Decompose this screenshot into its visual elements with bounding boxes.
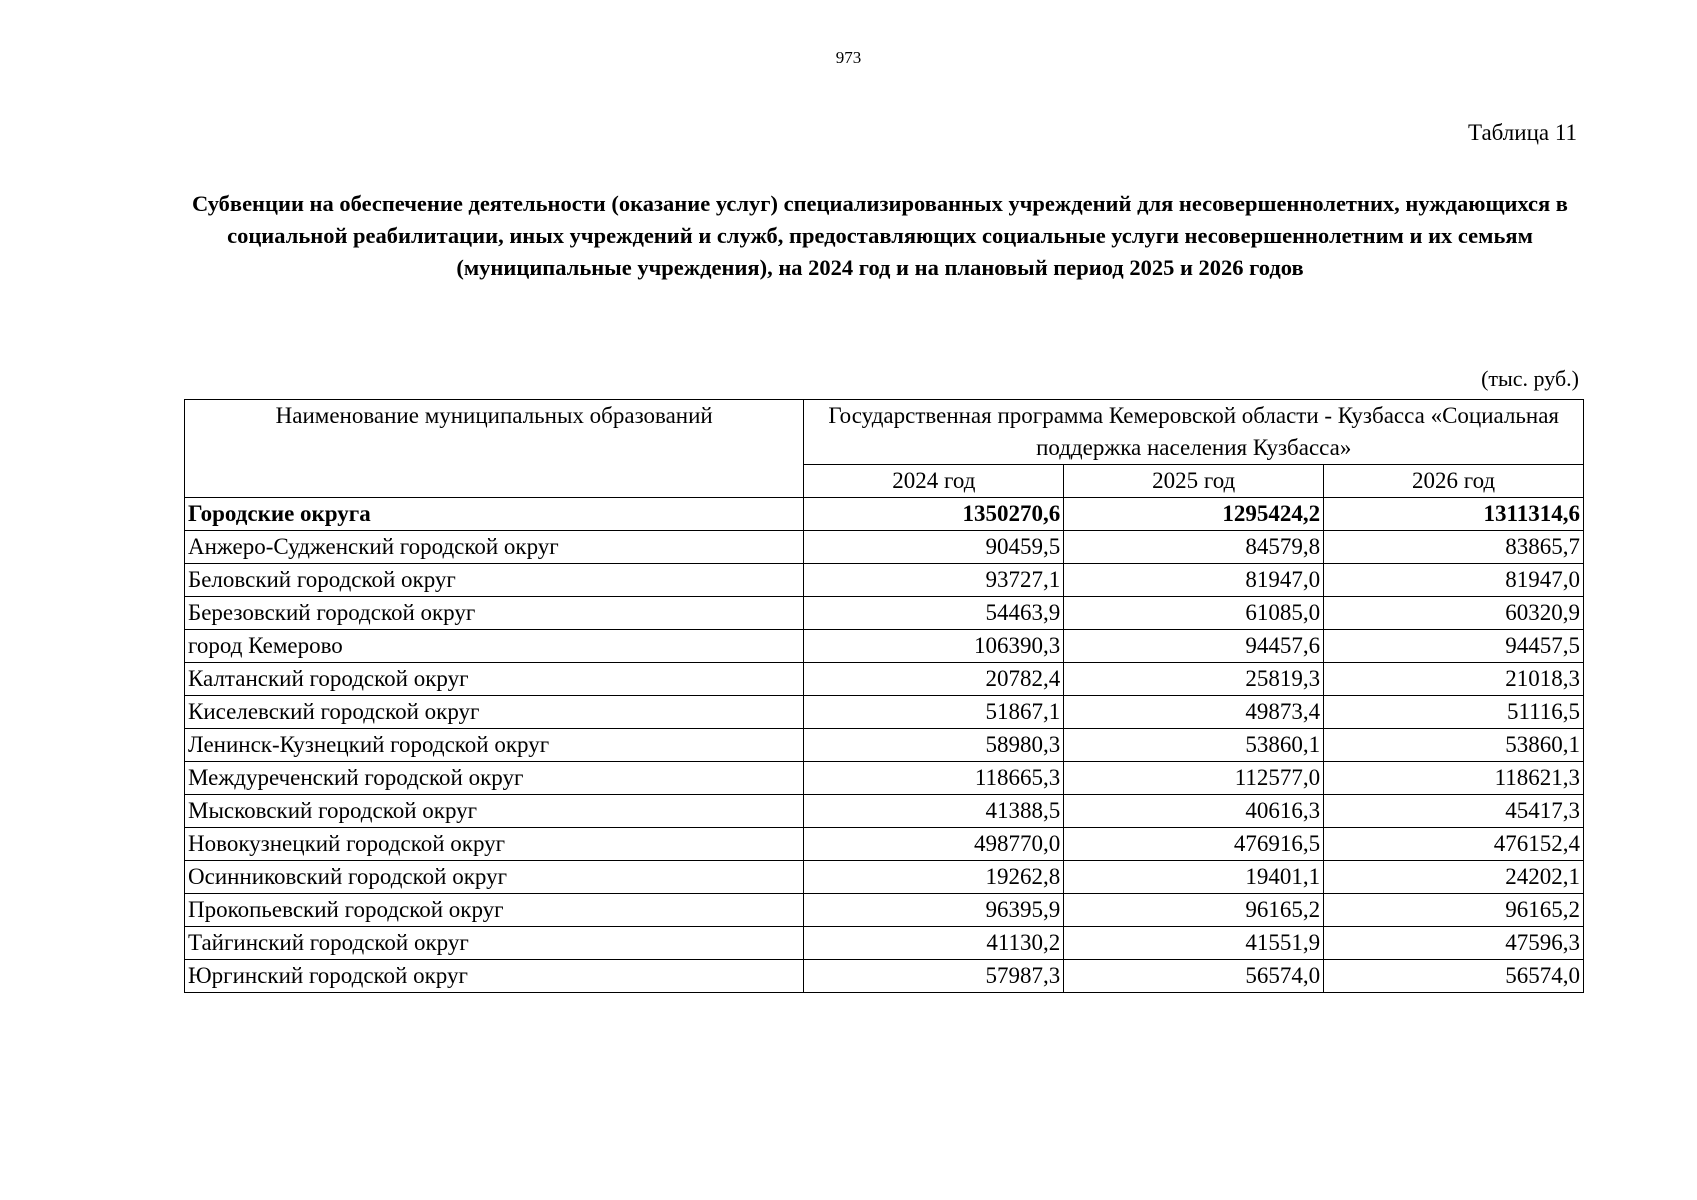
value-2024: 58980,3 [804,729,1064,762]
value-2026: 118621,3 [1324,762,1584,795]
municipality-name: Киселевский городской округ [185,696,804,729]
value-2025: 81947,0 [1064,564,1324,597]
table-header-row [185,400,1584,465]
subventions-table [184,399,1584,993]
table-row [185,894,1584,927]
table-label: Таблица 11 [1467,120,1577,145]
municipality-name: Ленинск-Кузнецкий городской округ [185,729,804,762]
value-2024: 106390,3 [804,630,1064,663]
value-2024: 19262,8 [804,861,1064,894]
table-row [185,696,1584,729]
value-2026: 45417,3 [1324,795,1584,828]
value-2025: 94457,6 [1064,630,1324,663]
value-2026: 24202,1 [1324,861,1584,894]
municipality-name: город Кемерово [185,630,804,663]
table-row [185,531,1584,564]
value-2026: 60320,9 [1324,597,1584,630]
units-label: (тыс. руб.) [1481,366,1579,391]
value-2026: 53860,1 [1324,729,1584,762]
table-row [185,729,1584,762]
value-2024: 57987,3 [804,960,1064,993]
value-2024: 118665,3 [804,762,1064,795]
value-2026: 96165,2 [1324,894,1584,927]
table-row [185,795,1584,828]
value-2025: 19401,1 [1064,861,1324,894]
municipality-name: Анжеро-Судженский городской округ [185,531,804,564]
municipality-name: Новокузнецкий городской округ [185,828,804,861]
municipality-name: Мысковский городской округ [185,795,804,828]
municipality-name: Юргинский городской округ [185,960,804,993]
total-row [185,498,1584,531]
table-row [185,597,1584,630]
value-2025: 476916,5 [1064,828,1324,861]
municipality-name: Березовский городской округ [185,597,804,630]
value-2026: 47596,3 [1324,927,1584,960]
municipality-column-header: Наименование муниципальных образований [185,400,804,498]
table-row [185,762,1584,795]
value-2026: 21018,3 [1324,663,1584,696]
value-2025: 56574,0 [1064,960,1324,993]
table-row [185,960,1584,993]
value-2025: 41551,9 [1064,927,1324,960]
municipality-name: Прокопьевский городской округ [185,894,804,927]
value-2025: 96165,2 [1064,894,1324,927]
value-2025: 49873,4 [1064,696,1324,729]
value-2024: 96395,9 [804,894,1064,927]
value-2025: 84579,8 [1064,531,1324,564]
value-2025: 61085,0 [1064,597,1324,630]
total-2026: 1311314,6 [1324,498,1584,531]
value-2026: 94457,5 [1324,630,1584,663]
value-2024: 41130,2 [804,927,1064,960]
table-row [185,630,1584,663]
value-2024: 41388,5 [804,795,1064,828]
value-2025: 25819,3 [1064,663,1324,696]
year-2026-header: 2026 год [1324,465,1584,498]
total-2025: 1295424,2 [1064,498,1324,531]
value-2025: 40616,3 [1064,795,1324,828]
municipality-name: Калтанский городской округ [185,663,804,696]
table-row [185,828,1584,861]
page-number: 973 [835,48,862,67]
document-title: Субвенции на обеспечение деятельности (оказание услуг) специализированных учреждений для несовершеннолетних, нуждающихся в социальной реабилитации, иных учреждений и служб, предоставляющих социальные услуги несовершеннолетним и их семьям (муниципальные учреждения), на 2024 год и на плановый период 2025 и 2026 годов [192,191,1568,280]
value-2024: 498770,0 [804,828,1064,861]
program-column-header: Государственная программа Кемеровской области - Кузбасса «Социальная поддержка населения Кузбасса» [804,400,1584,465]
value-2026: 51116,5 [1324,696,1584,729]
value-2024: 51867,1 [804,696,1064,729]
table-row [185,861,1584,894]
value-2024: 93727,1 [804,564,1064,597]
value-2025: 53860,1 [1064,729,1324,762]
table-row [185,663,1584,696]
table-row [185,564,1584,597]
value-2026: 81947,0 [1324,564,1584,597]
value-2026: 83865,7 [1324,531,1584,564]
value-2026: 56574,0 [1324,960,1584,993]
table-body [185,498,1584,993]
value-2024: 54463,9 [804,597,1064,630]
value-2026: 476152,4 [1324,828,1584,861]
municipality-name: Беловский городской округ [185,564,804,597]
municipality-name: Междуреченский городской округ [185,762,804,795]
year-2025-header: 2025 год [1064,465,1324,498]
table-row [185,927,1584,960]
total-2024: 1350270,6 [804,498,1064,531]
municipality-name: Тайгинский городской округ [185,927,804,960]
total-row-name: Городские округа [185,498,804,531]
year-2024-header: 2024 год [804,465,1064,498]
municipality-name: Осинниковский городской округ [185,861,804,894]
value-2025: 112577,0 [1064,762,1324,795]
value-2024: 20782,4 [804,663,1064,696]
value-2024: 90459,5 [804,531,1064,564]
